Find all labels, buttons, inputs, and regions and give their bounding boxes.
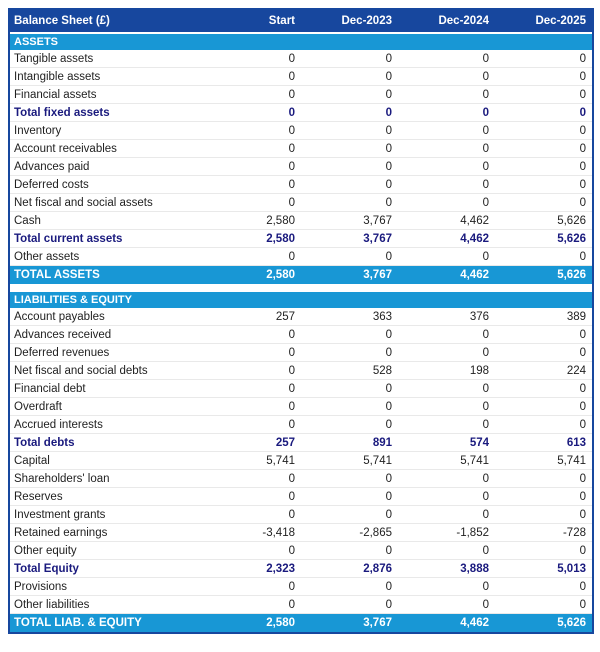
value-cell: 0 — [579, 346, 586, 359]
value-cell: 0 — [385, 418, 392, 431]
row-label: Total Equity — [14, 562, 79, 575]
column-header: Dec-2024 — [438, 15, 489, 27]
value-cell: 0 — [482, 328, 489, 341]
row-label: Retained earnings — [14, 526, 108, 539]
value-cell: 5,741 — [557, 454, 586, 467]
value-cell: 0 — [288, 328, 295, 341]
value-cell: 257 — [275, 436, 295, 449]
table-row — [10, 86, 592, 104]
value-cell: 0 — [385, 508, 392, 521]
row-label: Provisions — [14, 580, 68, 593]
value-cell: 0 — [579, 70, 586, 83]
value-cell: 5,741 — [363, 454, 392, 467]
value-cell: 0 — [385, 472, 392, 485]
value-cell: 0 — [482, 106, 489, 119]
table-row — [10, 344, 592, 362]
value-cell: 0 — [288, 70, 295, 83]
table-row — [10, 542, 592, 560]
value-cell: 0 — [288, 178, 295, 191]
value-cell: 2,323 — [266, 562, 295, 575]
row-label: Intangible assets — [14, 70, 101, 83]
value-cell: 2,580 — [266, 214, 295, 227]
value-cell: 5,741 — [266, 454, 295, 467]
value-cell: 0 — [288, 346, 295, 359]
value-cell: 0 — [482, 196, 489, 209]
table-row — [10, 122, 592, 140]
row-label: Total debts — [14, 436, 75, 449]
value-cell: 0 — [579, 400, 586, 413]
value-cell: -3,418 — [262, 526, 295, 539]
value-cell: 574 — [469, 436, 489, 449]
value-cell: 0 — [288, 544, 295, 557]
value-cell: 0 — [288, 490, 295, 503]
value-cell: 0 — [385, 142, 392, 155]
value-cell: 0 — [385, 328, 392, 341]
value-cell: 0 — [579, 328, 586, 341]
row-label: Deferred revenues — [14, 346, 110, 359]
value-cell: 0 — [288, 88, 295, 101]
row-label: Total fixed assets — [14, 106, 110, 119]
value-cell: 0 — [288, 52, 295, 65]
value-cell: 0 — [385, 580, 392, 593]
value-cell: 0 — [288, 196, 295, 209]
value-cell: 0 — [482, 124, 489, 137]
value-cell: 376 — [469, 310, 489, 323]
column-header: Dec-2025 — [535, 15, 586, 27]
row-label: Deferred costs — [14, 178, 89, 191]
value-cell: 0 — [385, 106, 392, 119]
value-cell: 0 — [288, 580, 295, 593]
section-rows — [10, 50, 592, 284]
subtotal-row — [10, 104, 592, 122]
value-cell: 0 — [579, 88, 586, 101]
table-row — [10, 416, 592, 434]
table-body — [10, 34, 592, 632]
table-row — [10, 308, 592, 326]
table-row — [10, 398, 592, 416]
value-cell: 5,626 — [557, 214, 586, 227]
value-cell: 0 — [288, 106, 295, 119]
row-label: Inventory — [14, 124, 62, 137]
section-header-row — [10, 292, 592, 308]
table-header-row — [10, 10, 592, 34]
value-cell: 0 — [482, 346, 489, 359]
table-row — [10, 140, 592, 158]
row-label: Account payables — [14, 310, 105, 323]
value-cell: 0 — [579, 124, 586, 137]
row-label: Capital — [14, 454, 50, 467]
subtotal-row — [10, 434, 592, 452]
row-label: Cash — [14, 214, 41, 227]
table-row — [10, 176, 592, 194]
row-label: Other liabilities — [14, 598, 90, 611]
value-cell: 528 — [372, 364, 392, 377]
table-row — [10, 50, 592, 68]
value-cell: 3,767 — [363, 232, 392, 245]
table-row — [10, 362, 592, 380]
value-cell: 0 — [482, 490, 489, 503]
row-label: Net fiscal and social assets — [14, 196, 153, 209]
row-label: Other equity — [14, 544, 77, 557]
row-label: Reserves — [14, 490, 63, 503]
value-cell: 5,013 — [557, 562, 586, 575]
value-cell: 0 — [482, 142, 489, 155]
value-cell: 0 — [482, 70, 489, 83]
value-cell: 0 — [482, 418, 489, 431]
value-cell: 198 — [469, 364, 489, 377]
row-label: Other assets — [14, 250, 80, 263]
value-cell: 0 — [482, 400, 489, 413]
value-cell: 0 — [385, 400, 392, 413]
value-cell: 0 — [579, 52, 586, 65]
value-cell: 613 — [566, 436, 586, 449]
row-label: Net fiscal and social debts — [14, 364, 148, 377]
table-row — [10, 596, 592, 614]
value-cell: 0 — [579, 418, 586, 431]
value-cell: 389 — [566, 310, 586, 323]
row-label: Advances received — [14, 328, 112, 341]
section-rows — [10, 308, 592, 632]
value-cell: 0 — [288, 508, 295, 521]
table-row — [10, 506, 592, 524]
table-row — [10, 488, 592, 506]
table-row — [10, 212, 592, 230]
table-row — [10, 194, 592, 212]
table-row — [10, 470, 592, 488]
value-cell: 0 — [385, 382, 392, 395]
value-cell: 5,626 — [557, 269, 586, 281]
value-cell: 0 — [579, 580, 586, 593]
table-row — [10, 248, 592, 266]
value-cell: 5,741 — [460, 454, 489, 467]
value-cell: 0 — [385, 490, 392, 503]
value-cell: 0 — [385, 250, 392, 263]
subtotal-row — [10, 560, 592, 578]
table-row — [10, 158, 592, 176]
row-label: Advances paid — [14, 160, 90, 173]
row-label: Investment grants — [14, 508, 106, 521]
table-row — [10, 68, 592, 86]
value-cell: -2,865 — [359, 526, 392, 539]
row-label: Shareholders' loan — [14, 472, 110, 485]
value-cell: 224 — [566, 364, 586, 377]
value-cell: 5,626 — [557, 232, 586, 245]
value-cell: 0 — [385, 346, 392, 359]
value-cell: 0 — [482, 250, 489, 263]
table-section — [10, 292, 592, 632]
row-label: Overdraft — [14, 400, 62, 413]
value-cell: 0 — [288, 418, 295, 431]
value-cell: 0 — [482, 580, 489, 593]
total-row — [10, 266, 592, 284]
value-cell: 0 — [579, 598, 586, 611]
table-row — [10, 578, 592, 596]
value-cell: 0 — [288, 250, 295, 263]
value-cell: 0 — [482, 88, 489, 101]
table-row — [10, 380, 592, 398]
value-cell: 5,626 — [557, 617, 586, 629]
value-cell: 0 — [482, 472, 489, 485]
value-cell: 0 — [579, 196, 586, 209]
table-title: Balance Sheet (£) — [14, 15, 110, 27]
value-cell: 2,580 — [266, 269, 295, 281]
value-cell: 0 — [579, 160, 586, 173]
balance-sheet-table — [8, 8, 594, 634]
value-cell: -1,852 — [456, 526, 489, 539]
value-cell: 2,580 — [266, 232, 295, 245]
row-label: TOTAL ASSETS — [14, 269, 100, 281]
value-cell: 2,876 — [363, 562, 392, 575]
value-cell: 891 — [372, 436, 392, 449]
column-header: Start — [268, 15, 295, 27]
value-cell: 4,462 — [460, 617, 489, 629]
value-cell: 0 — [288, 598, 295, 611]
value-cell: 0 — [288, 472, 295, 485]
value-cell: 0 — [579, 106, 586, 119]
value-cell: 3,767 — [363, 214, 392, 227]
value-cell: 4,462 — [460, 269, 489, 281]
value-cell: 4,462 — [460, 214, 489, 227]
value-cell: 0 — [385, 52, 392, 65]
value-cell: 0 — [482, 160, 489, 173]
value-cell: 0 — [579, 178, 586, 191]
value-cell: 0 — [288, 382, 295, 395]
value-cell: 0 — [579, 508, 586, 521]
value-cell: -728 — [562, 526, 586, 539]
value-cell: 0 — [385, 544, 392, 557]
value-cell: 2,580 — [266, 617, 295, 629]
value-cell: 0 — [288, 364, 295, 377]
value-cell: 0 — [482, 508, 489, 521]
row-label: TOTAL LIAB. & EQUITY — [14, 617, 142, 629]
value-cell: 0 — [482, 52, 489, 65]
column-header: Dec-2023 — [341, 15, 392, 27]
value-cell: 0 — [579, 250, 586, 263]
value-cell: 0 — [385, 196, 392, 209]
table-row — [10, 452, 592, 470]
value-cell: 0 — [579, 382, 586, 395]
value-cell: 0 — [579, 544, 586, 557]
value-cell: 0 — [482, 382, 489, 395]
value-cell: 0 — [288, 124, 295, 137]
table-row — [10, 524, 592, 542]
value-cell: 0 — [482, 178, 489, 191]
value-cell: 0 — [288, 142, 295, 155]
row-label: Tangible assets — [14, 52, 94, 65]
value-cell: 257 — [275, 310, 295, 323]
section-title: LIABILITIES & EQUITY — [14, 294, 132, 306]
total-row — [10, 614, 592, 632]
row-label: Total current assets — [14, 232, 123, 245]
row-label: Accrued interests — [14, 418, 103, 431]
value-cell: 0 — [385, 88, 392, 101]
value-cell: 363 — [372, 310, 392, 323]
value-cell: 0 — [288, 400, 295, 413]
table-section — [10, 34, 592, 284]
value-cell: 0 — [579, 490, 586, 503]
value-cell: 0 — [482, 544, 489, 557]
value-cell: 3,767 — [363, 269, 392, 281]
value-cell: 4,462 — [460, 232, 489, 245]
section-header-row — [10, 34, 592, 50]
value-cell: 3,767 — [363, 617, 392, 629]
row-label: Financial debt — [14, 382, 86, 395]
value-cell: 0 — [385, 598, 392, 611]
subtotal-row — [10, 230, 592, 248]
value-cell: 0 — [385, 124, 392, 137]
value-cell: 3,888 — [460, 562, 489, 575]
value-cell: 0 — [288, 160, 295, 173]
value-cell: 0 — [385, 70, 392, 83]
row-label: Financial assets — [14, 88, 97, 101]
table-row — [10, 326, 592, 344]
row-label: Account receivables — [14, 142, 117, 155]
value-cell: 0 — [579, 472, 586, 485]
value-cell: 0 — [385, 160, 392, 173]
value-cell: 0 — [482, 598, 489, 611]
value-cell: 0 — [579, 142, 586, 155]
section-title: ASSETS — [14, 36, 59, 48]
value-cell: 0 — [385, 178, 392, 191]
